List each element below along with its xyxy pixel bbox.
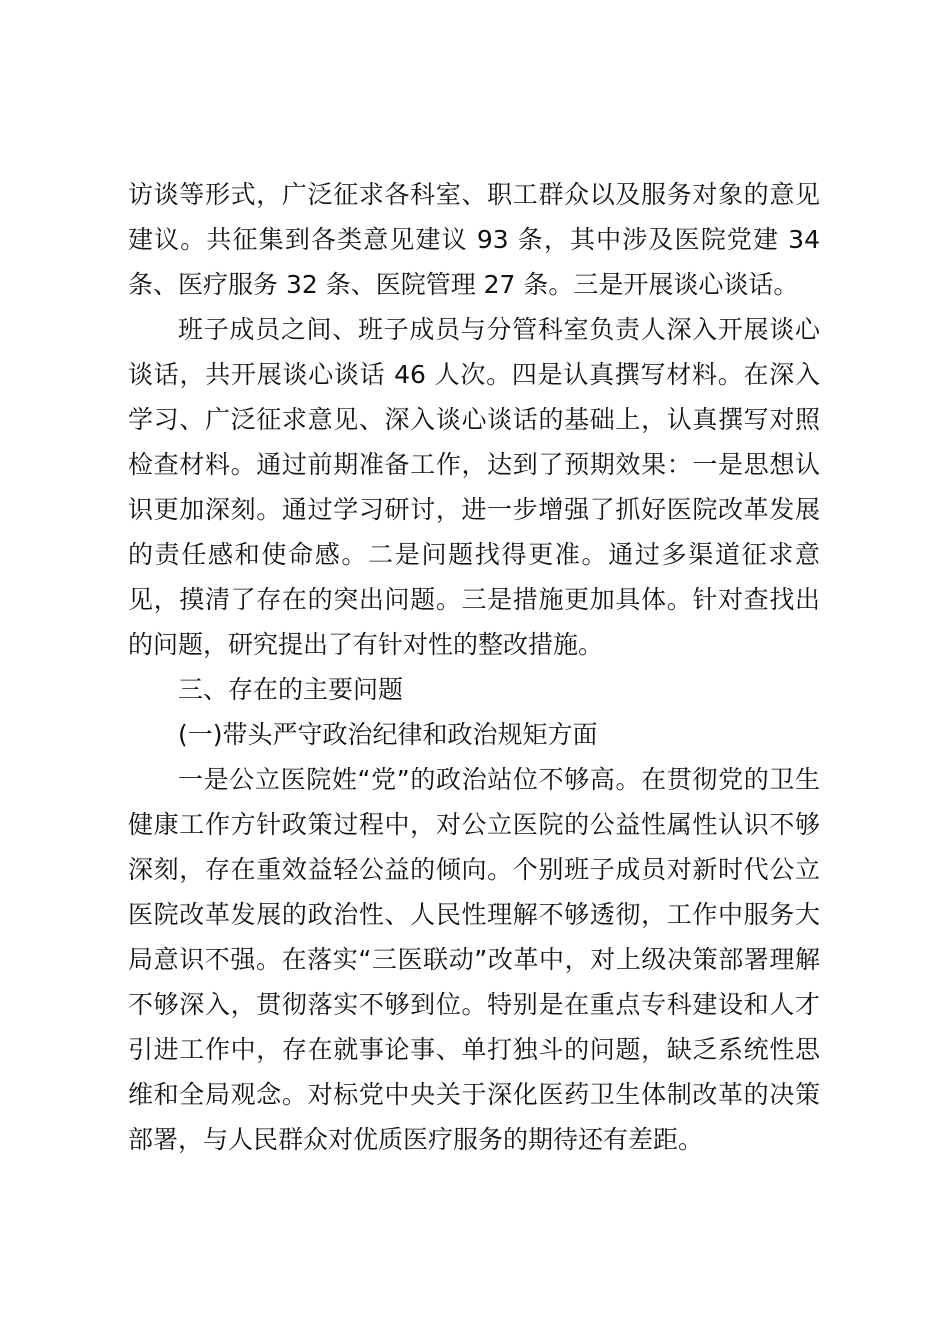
text-line: 引进工作中，存在就事论事、单打独斗的问题，缺乏系统性思 (128, 1035, 820, 1064)
text-line: 见，摸清了存在的突出问题。三是措施更加具体。针对查找出 (128, 585, 820, 614)
text-line: 的责任感和使命感。二是问题找得更准。通过多渠道征求意 (128, 540, 820, 569)
text-line: 深刻，存在重效益轻公益的倾向。个别班子成员对新时代公立 (128, 855, 820, 884)
text-line: 一是公立医院姓“党”的政治站位不够高。在贯彻党的卫生 (178, 765, 820, 794)
section-heading: 三、存在的主要问题 (178, 675, 404, 704)
text-line: 检查材料。通过前期准备工作，达到了预期效果：一是思想认 (128, 450, 820, 479)
text-line: 建议。共征集到各类意见建议 93 条，其中涉及医院党建 34 (128, 225, 820, 254)
text-line: 条、医疗服务 32 条、医院管理 27 条。三是开展谈心谈话。 (128, 270, 799, 299)
text-line: 局意识不强。在落实“三医联动”改革中，对上级决策部署理解 (128, 945, 820, 974)
text-line: 健康工作方针政策过程中，对公立医院的公益性属性认识不够 (128, 810, 820, 839)
text-line: 访谈等形式，广泛征求各科室、职工群众以及服务对象的意见 (128, 180, 820, 209)
body-text (128, 172, 820, 1162)
text-line: 学习、广泛征求意见、深入谈心谈话的基础上，认真撰写对照 (128, 405, 820, 434)
text-line: 不够深入，贯彻落实不够到位。特别是在重点专科建设和人才 (128, 990, 820, 1019)
text-line: 班子成员之间、班子成员与分管科室负责人深入开展谈心 (178, 315, 820, 344)
subsection-heading: (一)带头严守政治纪律和政治规矩方面 (178, 720, 598, 749)
text-line: 谈话，共开展谈心谈话 46 人次。四是认真撰写材料。在深入 (128, 360, 820, 389)
text-line: 识更加深刻。通过学习研讨，进一步增强了抓好医院改革发展 (128, 495, 820, 524)
text-line: 部署，与人民群众对优质医疗服务的期待还有差距。 (128, 1125, 704, 1154)
text-line: 的问题，研究提出了有针对性的整改措施。 (128, 630, 604, 659)
text-line: 医院改革发展的政治性、人民性理解不够透彻，工作中服务大 (128, 900, 820, 929)
text-line: 维和全局观念。对标党中央关于深化医药卫生体制改革的决策 (128, 1080, 820, 1109)
